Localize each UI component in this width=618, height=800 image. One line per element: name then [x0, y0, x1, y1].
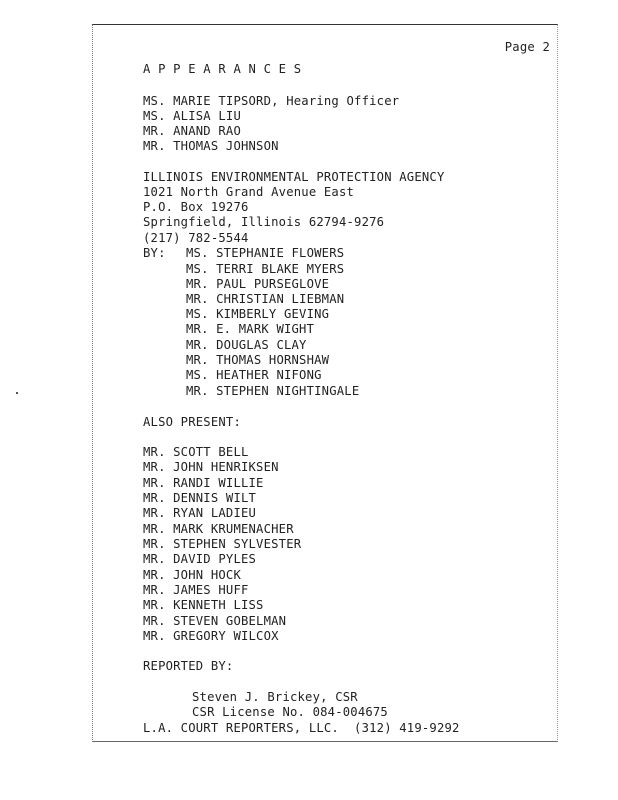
agency-representative: MR. DOUGLAS CLAY	[186, 338, 307, 352]
agency-representative: MS. STEPHANIE FLOWERS	[186, 246, 345, 260]
attendee: MR. MARK KRUMENACHER	[143, 522, 294, 536]
panel-member: MR. ANAND RAO	[143, 124, 241, 138]
attendee: MR. RANDI WILLIE	[143, 476, 264, 490]
attendee: MR. GREGORY WILCOX	[143, 629, 279, 643]
scan-speck	[16, 392, 18, 394]
agency-address-line: 1021 North Grand Avenue East	[143, 185, 355, 199]
agency-phone: (217) 782-5544	[143, 231, 249, 245]
agency-representative: MS. TERRI BLAKE MYERS	[186, 262, 345, 276]
panel-member: MS. ALISA LIU	[143, 109, 241, 123]
attendee: MR. KENNETH LISS	[143, 598, 264, 612]
reporter-license: CSR License No. 084-004675	[192, 705, 388, 719]
panel-member: MR. THOMAS JOHNSON	[143, 139, 279, 153]
page-number: Page 2	[504, 40, 550, 54]
agency-address-line: P.O. Box 19276	[143, 200, 249, 214]
attendee: MR. DENNIS WILT	[143, 491, 257, 505]
agency-name: ILLINOIS ENVIRONMENTAL PROTECTION AGENCY	[143, 170, 445, 184]
attendee: MR. DAVID PYLES	[143, 552, 257, 566]
agency-address-line: Springfield, Illinois 62794-9276	[143, 215, 385, 229]
reporter-name: Steven J. Brickey, CSR	[192, 690, 358, 704]
agency-representative: MR. THOMAS HORNSHAW	[186, 353, 330, 367]
reported-by-label: REPORTED BY:	[143, 659, 234, 673]
attendee: MR. RYAN LADIEU	[143, 506, 257, 520]
by-label: BY:	[143, 246, 166, 260]
agency-representative: MR. STEPHEN NIGHTINGALE	[186, 384, 360, 398]
attendee: MR. JAMES HUFF	[143, 583, 249, 597]
attendee: MR. STEVEN GOBELMAN	[143, 614, 287, 628]
reporter-firm: L.A. COURT REPORTERS, LLC. (312) 419-9292	[143, 721, 460, 735]
agency-representative: MS. KIMBERLY GEVING	[186, 307, 330, 321]
also-present-label: ALSO PRESENT:	[143, 415, 241, 429]
agency-representative: MR. PAUL PURSEGLOVE	[186, 277, 330, 291]
attendee: MR. STEPHEN SYLVESTER	[143, 537, 302, 551]
panel-member: MS. MARIE TIPSORD, Hearing Officer	[143, 94, 400, 108]
appearances-heading: A P P E A R A N C E S	[143, 62, 302, 76]
agency-representative: MR. E. MARK WIGHT	[186, 322, 315, 336]
agency-representative: MS. HEATHER NIFONG	[186, 368, 322, 382]
attendee: MR. JOHN HOCK	[143, 568, 241, 582]
attendee: MR. JOHN HENRIKSEN	[143, 460, 279, 474]
agency-representative: MR. CHRISTIAN LIEBMAN	[186, 292, 345, 306]
attendee: MR. SCOTT BELL	[143, 445, 249, 459]
